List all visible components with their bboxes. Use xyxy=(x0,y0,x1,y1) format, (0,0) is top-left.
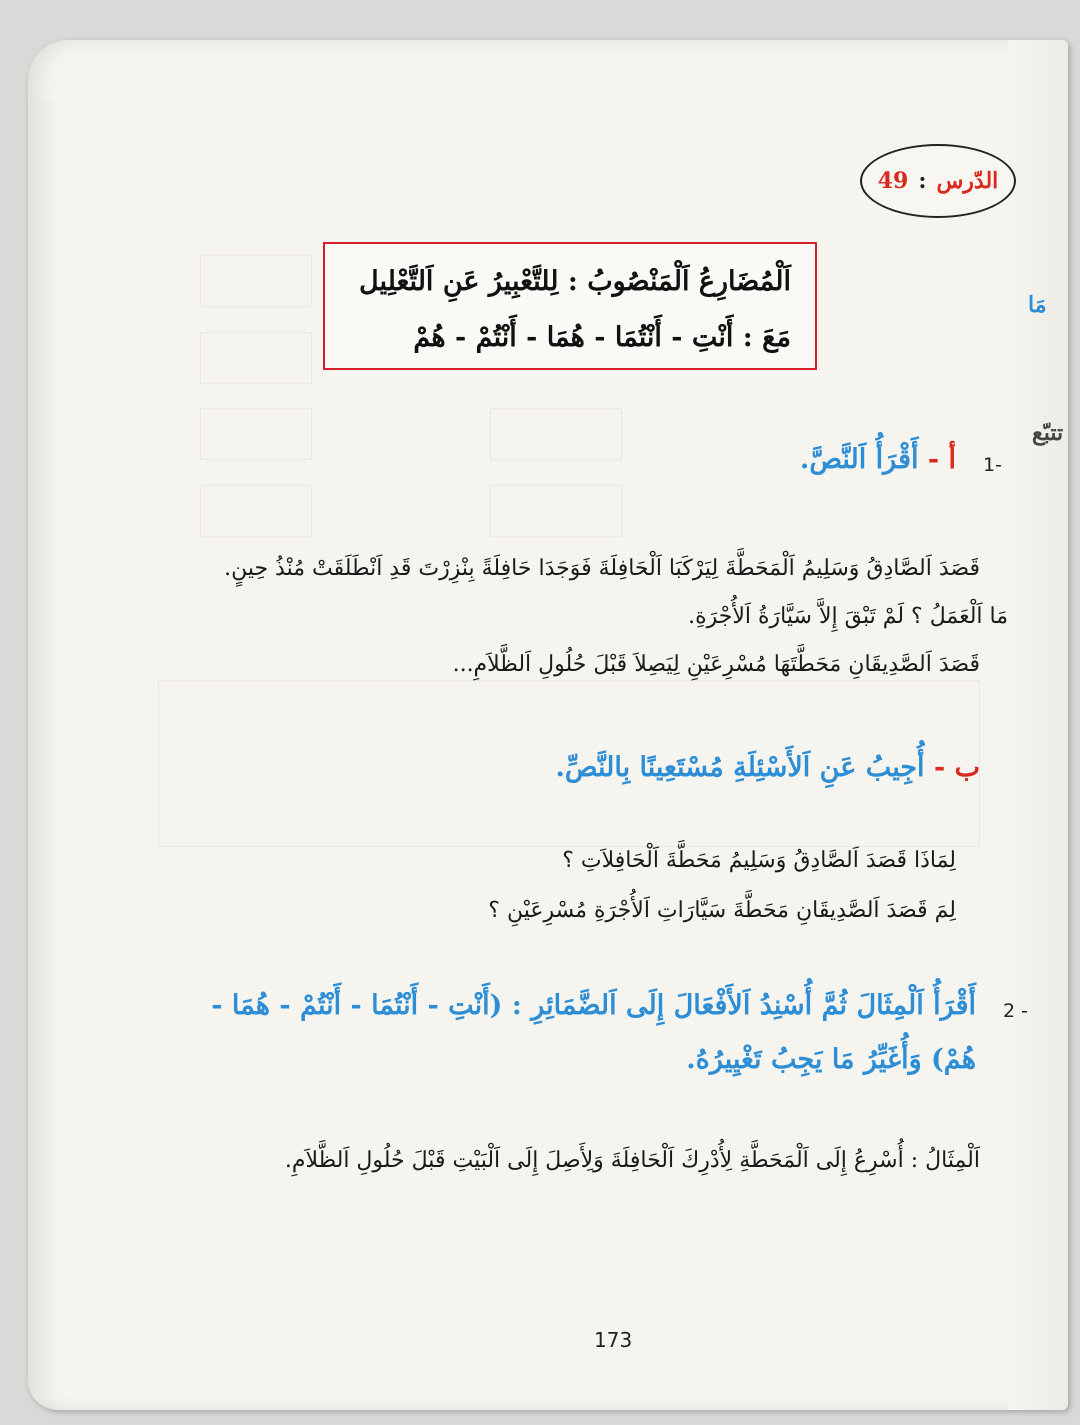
lesson-label: الدّرس xyxy=(936,168,999,194)
exercise2-number: 2 - xyxy=(1003,1000,1028,1022)
example-text: أُسْرِعُ إِلَى اَلْمَحَطَّةِ لِأُدْرِكَ اَلْحَافِلَةَ وَلِأَصِلَ إِلَى اَلْبَيْتِ قَبْلَ حُلُولِ اَلظَّلاَمِ. xyxy=(284,1148,904,1173)
example-line xyxy=(285,1148,980,1173)
example-label: اَلْمِثَالُ : xyxy=(910,1148,980,1173)
showthrough-box xyxy=(490,408,622,460)
part-b-heading-text: أُجِيبُ عَنِ اَلأَسْئِلَةِ مُسْتَعِينًا بِالنَّصِّ. xyxy=(555,752,925,783)
exercise2-instruction-line1: أَقْرَأُ اَلْمِثَالَ ثُمَّ أُسْنِدُ اَلأَفْعَالَ إِلَى اَلضَّمَائِرِ : (أَنْتِ - أَنْتُمَا - أَنْتُمْ - هُمَا - xyxy=(211,990,976,1021)
lesson-title-box xyxy=(323,242,817,370)
part-a-letter: أ - xyxy=(927,444,956,475)
lesson-title-line1: اَلْمُضَارِعُ اَلْمَنْصُوبُ : لِلتَّعْبِيرُ عَنِ اَلتَّعْلِيل xyxy=(359,266,791,297)
lesson-separator: : xyxy=(918,168,927,194)
lesson-number: 49 xyxy=(877,168,909,194)
passage-line-2: مَا اَلْعَمَلُ ؟ لَمْ تَبْقَ إِلاَّ سَيَّارَةُ اَلأُجْرَةِ. xyxy=(688,604,1008,629)
page-edge-shadow xyxy=(1008,40,1068,1410)
page-gutter-shadow xyxy=(28,100,58,1400)
showthrough-box xyxy=(200,408,312,460)
showthrough-box xyxy=(490,485,622,537)
exercise1a-heading xyxy=(800,444,956,475)
edge-fragment-top: مَا xyxy=(1028,292,1047,318)
page-number: 173 xyxy=(594,1328,633,1352)
showthrough-box xyxy=(200,332,312,384)
question-line-1: لِمَاذَا قَصَدَ اَلصَّادِقُ وَسَلِيمُ مَحَطَّةَ اَلْحَافِلاَتِ ؟ xyxy=(562,848,956,873)
showthrough-box xyxy=(200,485,312,537)
part-b-letter: ب - xyxy=(933,752,980,783)
exercise1-number: 1- xyxy=(983,454,1002,476)
showthrough-box xyxy=(200,255,312,307)
edge-fragment-middle: تتبّع xyxy=(1032,420,1064,446)
passage-line-3: قَصَدَ اَلصَّدِيقَانِ مَحَطَّتَهَا مُسْرِعَيْنِ لِيَصِلاَ قَبْلَ حُلُولِ اَلظَّلاَمِ... xyxy=(452,652,980,677)
lesson-title-line2: مَعَ : أَنْتِ - أَنْتُمَا - هُمَا - أَنْتُمْ - هُمْ xyxy=(413,322,791,353)
lesson-badge xyxy=(860,144,1016,218)
passage-line-1: قَصَدَ اَلصَّادِقُ وَسَلِيمُ اَلْمَحَطَّةَ لِيَرْكَبَا اَلْحَافِلَةَ فَوَجَدَا حَافِلَةً بِنْزِرْتَ قَدِ اَنْطَلَقَتْ مُنْذُ حِينٍ. xyxy=(224,556,980,581)
exercise2-instruction-line2: هُمْ) وَأُغَيِّرُ مَا يَجِبُ تَغْيِيرُهُ. xyxy=(686,1044,976,1075)
question-line-2: لِمَ قَصَدَ اَلصَّدِيقَانِ مَحَطَّةَ سَيَّارَاتِ اَلأُجْرَةِ مُسْرِعَيْنِ ؟ xyxy=(488,898,956,923)
part-a-heading-text: أَقْرَأُ اَلنَّصَّ. xyxy=(799,444,919,475)
textbook-page xyxy=(28,40,1068,1410)
exercise1b-heading xyxy=(556,752,980,783)
